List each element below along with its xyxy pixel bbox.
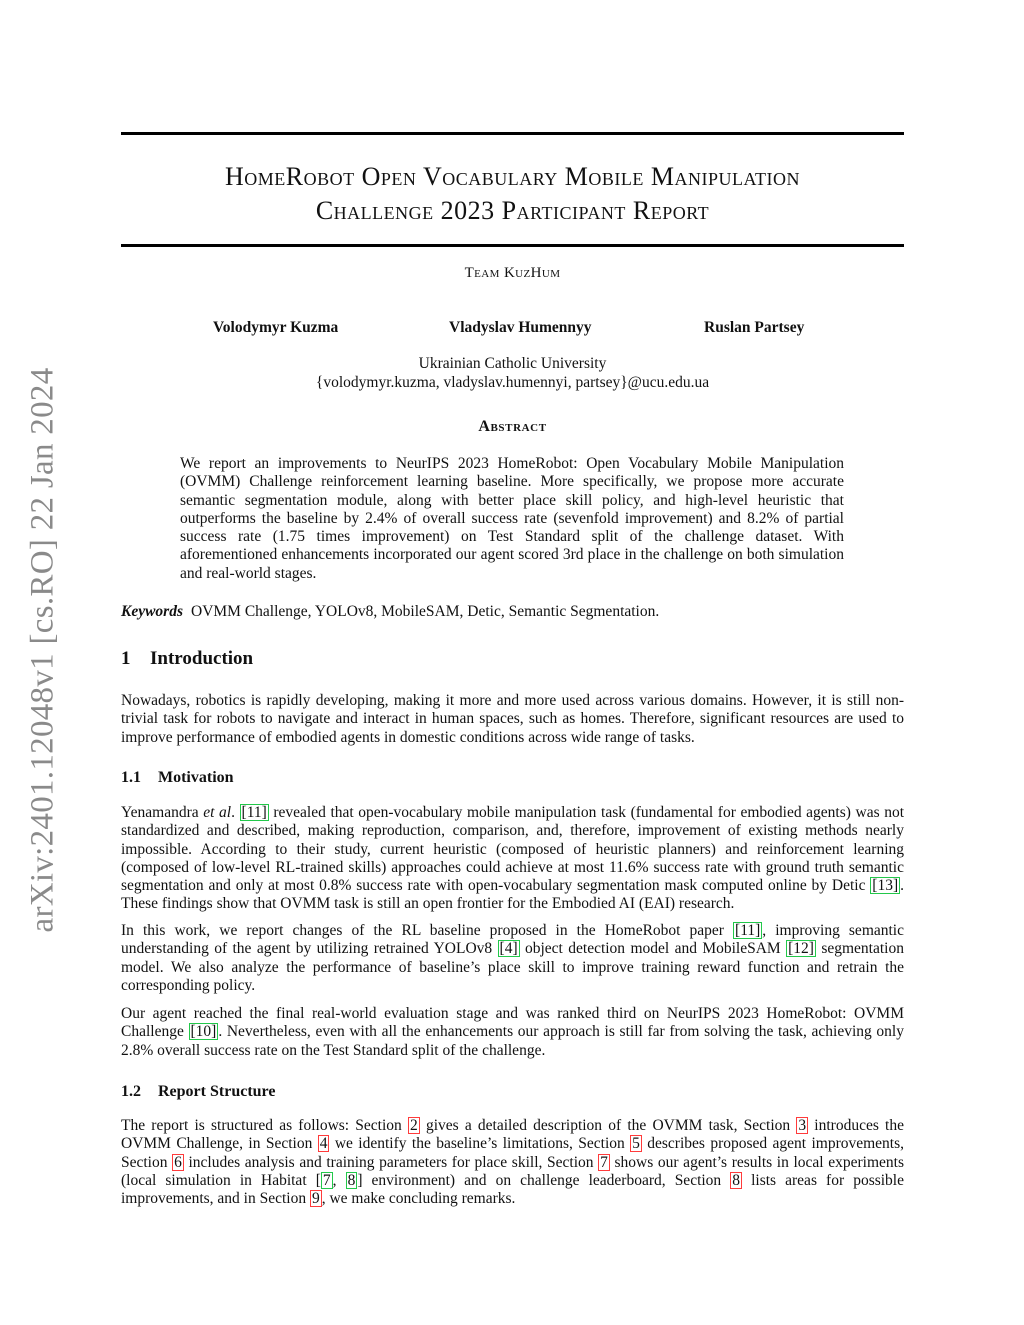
intro-paragraph: Nowadays, robotics is rapidly developing, making it more and more used across various domains. However, it is still non-trivial task for robots to navigate and interact in human spaces, such as homes. Therefore, significant resources are used to improve performance of embodied agents in domestic conditions across wide range of tasks. bbox=[121, 692, 904, 746]
paper-title bbox=[121, 160, 904, 228]
text-run: , bbox=[332, 1171, 346, 1189]
title-top-rule bbox=[121, 132, 904, 135]
section-link-6[interactable]: 6 bbox=[174, 1153, 182, 1171]
text-run: , we make concluding remarks. bbox=[321, 1190, 516, 1208]
section-link-7[interactable]: 7 bbox=[600, 1153, 608, 1171]
subsection-heading-motivation bbox=[121, 769, 234, 787]
citation-link-7[interactable]: 7 bbox=[322, 1171, 331, 1189]
citation-link-12[interactable]: [12] bbox=[788, 940, 814, 958]
author-1: Volodymyr Kuzma bbox=[213, 319, 339, 336]
text-run: In this work, we report changes of the RL baseline proposed in the HomeRobot paper bbox=[121, 922, 734, 939]
et-al: et al bbox=[203, 804, 232, 821]
paper-page bbox=[121, 0, 904, 1325]
section-link-2[interactable]: 2 bbox=[410, 1117, 418, 1134]
affiliation: Ukrainian Catholic University bbox=[418, 355, 607, 372]
author-list bbox=[121, 319, 904, 339]
subsection-heading-report-structure bbox=[121, 1083, 275, 1101]
text-run: ] environment) and on challenge leaderboard, Section bbox=[357, 1171, 731, 1189]
abstract-text: We report an improvements to NeurIPS 2023 HomeRobot: Open Vocabulary Mobile Manipulation (OVMM) Challenge reinforcement learning baseline. More specifically, we propose more accurate semantic segmentation module, along with better place skill policy, and high-level heuristic that outperforms the baseline by 2.4% of overall success rate (sevenfold improvement) and 8.2% of partial success rate (1.75 times improvement) on Test Standard split of the challenge dataset. With aforementioned enhancements incorporated our agent scored 3rd place in the challenge on both simulation and real-world stages. bbox=[180, 455, 844, 582]
citation-link-11[interactable]: [11] bbox=[241, 804, 267, 821]
text-run: , improving semantic understanding of the agent by utilizing retrained YOLOv8 bbox=[121, 922, 904, 958]
author-2: Vladyslav Humennyy bbox=[449, 319, 592, 336]
motivation-paragraph-1 bbox=[121, 804, 904, 914]
subsection-title: Report Structure bbox=[158, 1083, 276, 1100]
author-3: Ruslan Partsey bbox=[704, 319, 805, 336]
affiliation-block bbox=[121, 354, 904, 392]
subsection-number: 1.1 bbox=[121, 769, 141, 786]
title-bottom-rule bbox=[121, 244, 904, 247]
subsection-title: Motivation bbox=[158, 769, 234, 786]
text-run: we identify the baseline’s limitations, Section bbox=[329, 1135, 631, 1153]
citation-link-11[interactable]: [11] bbox=[735, 922, 761, 939]
section-link-8[interactable]: 8 bbox=[732, 1171, 741, 1189]
text-run: Our agent reached the final real-world evaluation stage and was ranked third on NeurIPS 2023 HomeRobot: OVMM Challenge bbox=[121, 1005, 904, 1041]
text-run: . Nevertheless, even with all the enhancements our approach is still far from solving the task, achieving only 2.8% overall success rate on the Test Standard split of the challenge. bbox=[121, 1023, 904, 1059]
title-line-1: HomeRobot Open Vocabulary Mobile Manipulation bbox=[225, 162, 800, 191]
section-link-3[interactable]: 3 bbox=[798, 1117, 807, 1134]
text-run: lists areas for possible improvements, and in Section bbox=[121, 1171, 904, 1208]
section-link-9[interactable]: 9 bbox=[311, 1190, 320, 1208]
citation-link-13[interactable]: [13] bbox=[872, 877, 899, 895]
text-run: segmentation model. We also analyze the performance of baseline’s place skill to improve training reward function and retrain the corresponding policy. bbox=[121, 940, 904, 994]
motivation-paragraph-2 bbox=[121, 922, 904, 995]
text-run: The report is structured as follows: Section bbox=[121, 1117, 408, 1134]
subsection-number: 1.2 bbox=[121, 1083, 141, 1100]
text-run: gives a detailed description of the OVMM task, Section bbox=[419, 1117, 797, 1134]
keywords-label: Keywords bbox=[121, 603, 183, 620]
citation-link-4[interactable]: [4] bbox=[499, 940, 518, 958]
keywords-text: OVMM Challenge, YOLOv8, MobileSAM, Detic, Semantic Segmentation. bbox=[191, 603, 660, 620]
text-run: object detection model and MobileSAM bbox=[519, 940, 787, 958]
text-run: describes proposed agent improvements, Section bbox=[121, 1135, 905, 1171]
text-run: . These findings show that OVMM task is still an open frontier for the Embodied AI (EAI) research. bbox=[121, 877, 904, 913]
text-run: revealed that open-vocabulary mobile manipulation task (fundamental for embodied agents) was not standardized and described, making reproduction, comparison, and, therefore, improvement of existing methods nearly impossible. According to their study, current heuristic (composed of heuristic planners) and reinforcement learning (composed of low-level RL-trained skills) approaches could achieve at most 11.6% success rate with ground truth semantic segmentation and only at most 0.8% success rate with open-vocabulary segmentation mask computed online by Detic bbox=[121, 804, 905, 895]
text-run: Yenamandra bbox=[121, 804, 204, 821]
section-link-5[interactable]: 5 bbox=[632, 1135, 640, 1153]
abstract-heading: Abstract bbox=[478, 418, 547, 435]
section-title: Introduction bbox=[150, 648, 254, 669]
keywords-line bbox=[121, 603, 904, 621]
section-number: 1 bbox=[121, 648, 131, 669]
text-run: includes analysis and training parameters for place skill, Section bbox=[183, 1153, 599, 1171]
title-line-2: Challenge 2023 Participant Report bbox=[315, 196, 710, 225]
report-structure-paragraph bbox=[121, 1117, 904, 1208]
text-run: . bbox=[231, 804, 240, 821]
citation-link-8[interactable]: 8 bbox=[347, 1171, 356, 1189]
team-name: Team KuzHum bbox=[464, 265, 561, 281]
author-emails: {volodymyr.kuzma, vladyslav.humennyi, partsey}@ucu.edu.ua bbox=[315, 374, 710, 391]
text-run: introduces the OVMM Challenge, in Section bbox=[121, 1117, 904, 1153]
citation-link-10[interactable]: [10] bbox=[190, 1023, 217, 1041]
arxiv-identifier-stamp: arXiv:2401.12048v1 [cs.RO] 22 Jan 2024 bbox=[24, 367, 61, 933]
motivation-paragraph-3 bbox=[121, 1005, 904, 1060]
text-run: shows our agent’s results in local experiments (local simulation in Habitat [ bbox=[121, 1153, 904, 1189]
section-heading-introduction bbox=[121, 648, 253, 670]
section-link-4[interactable]: 4 bbox=[319, 1135, 328, 1153]
